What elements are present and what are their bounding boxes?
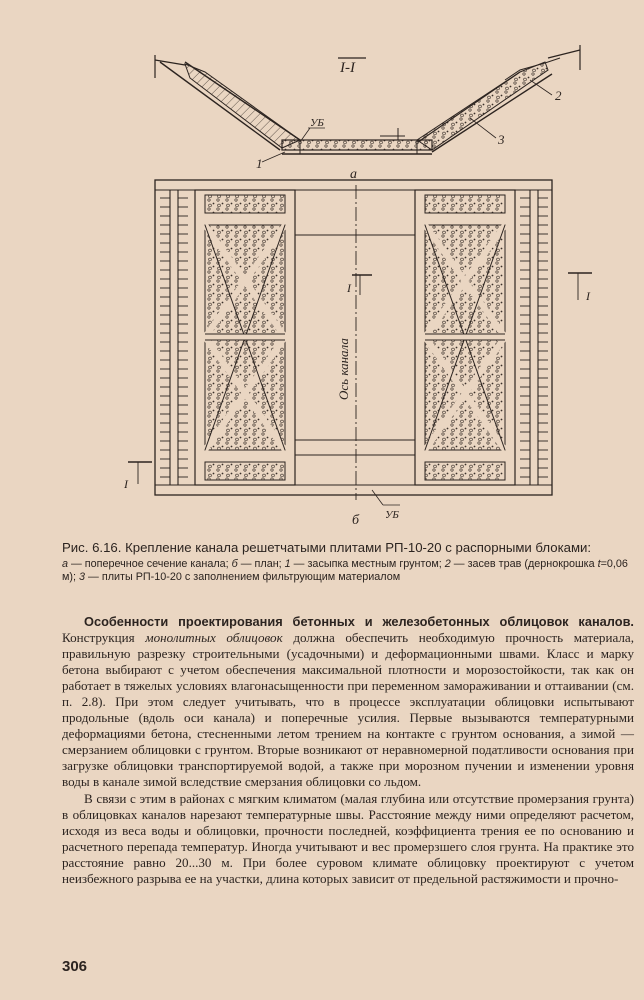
legend-key: б (231, 558, 238, 570)
body-text (62, 614, 634, 887)
page-number: 306 (62, 958, 88, 975)
svg-text:I: I (124, 477, 128, 491)
legend-text: =0,06 м); (62, 558, 628, 583)
right-lattice-plate (415, 190, 515, 485)
label-b: б (352, 513, 360, 528)
section-heading: Особенности проектирования бетонных и железобетонных облицовок каналов. (84, 614, 634, 629)
legend-key: 1 (284, 558, 291, 570)
svg-text:I: I (586, 289, 590, 303)
legend-text: — засыпка местным грунтом; (290, 558, 445, 570)
label-3: 3 (498, 132, 505, 147)
plan-view (123, 180, 592, 528)
legend-key: t (597, 558, 601, 570)
legend-text: — поперечное сечение канала; (68, 558, 232, 570)
caption-title: Рис. 6.16. Крепление канала решетчатыми плитами РП-10-20 с распорными блоками: (62, 540, 592, 555)
label-1: 1 (256, 156, 263, 171)
section-label: I-I (340, 60, 355, 76)
legend-key: 3 (79, 571, 86, 583)
left-lattice-plate (195, 190, 295, 485)
label-a: а (350, 167, 357, 182)
legend-text: — засев трав (дернокрошка (450, 558, 598, 570)
legend-key: а (62, 558, 69, 570)
left-comb (170, 190, 178, 485)
legend-text: — плиты РП-10-20 с заполнением фильтрующим материалом (85, 571, 401, 583)
svg-text:I: I (347, 281, 351, 295)
paragraph-1 (62, 614, 634, 791)
label-2: 2 (555, 88, 562, 103)
caption-legend (62, 558, 634, 584)
bottom-strip (295, 235, 415, 455)
label-ub-top: УБ (310, 117, 324, 129)
cross-section (155, 45, 580, 182)
cut-mark-right (568, 273, 592, 303)
cut-mark-left (123, 462, 152, 491)
cut-mark-centre (346, 275, 372, 295)
legend-text: — план; (237, 558, 285, 570)
paragraph-2: В связи с этим в районах с мягким климатом (малая глубина или отсутствие промерзания грунта) в облицовках каналов нарезают температурные швы. Расстояние между ними определяют расчетом, исходя из веса воды и облицовки, прочности последней, коэффициента трения ее по основанию и расчетного перепада температур. Иногда учитывают и вес промерзшего слоя грунта. На практике это расстояние равно 20...30 м. При более суровом климате облицовку проектируют с учетом неизбежного разрыва ее на участки, длина которых зависит от предельной растяжимости и прочно- (62, 790, 634, 886)
paragraph-text: Конструкция (62, 630, 146, 646)
canal-axis-label: Ось канала (336, 338, 351, 400)
legend-key: 2 (444, 558, 451, 570)
emphasis-text: монолитных облицовок (145, 630, 283, 646)
right-comb (530, 190, 538, 485)
figure-caption (62, 540, 634, 584)
label-ub-bottom: УБ (385, 509, 399, 521)
paragraph-text: должна обеспечить необходимую прочность материала, правильную разрезку строительными (усадочными) и деформационными швами. Класс и марку бетона выбирают с учетом обеспечения максимальной плотности и морозостойкости, так как он работает в тяжелых условиях влагонасыщенности при переменном замораживании и оттаивании (см. п. 2.8). При этом следует учитывать, что в процессе эксплуатации облицовки испытывают продольные (вдоль оси канала) и поперечные усилия. Первые вызываются температурными деформациями бетона, стесненными летом трением на контакте с грунтом основания, а зимой — смерзанием облицовки с грунтом. Вторые возникают от неравномерной податливости основания при загрузке облицовки транспортируемой водой, а также при морозном пучении и изменении уровня воды в канале зимой вследствие смерзания облицовки со льдом. (62, 630, 635, 790)
